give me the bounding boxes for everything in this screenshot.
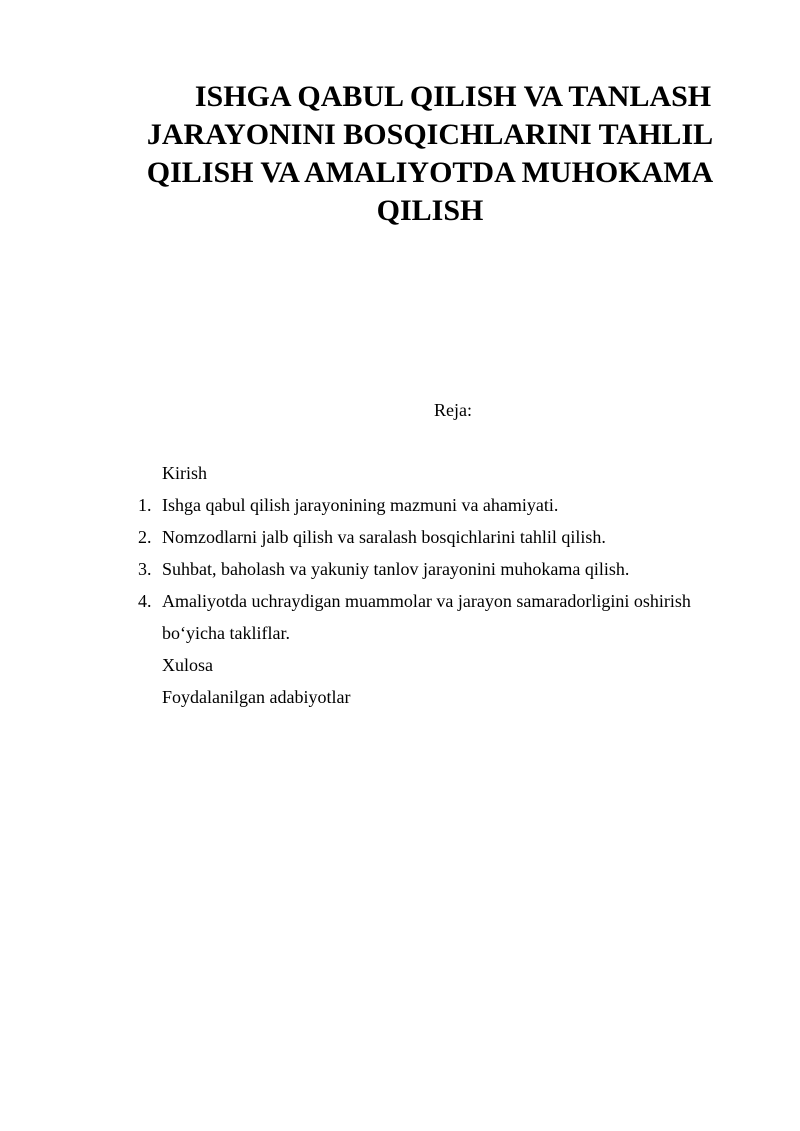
toc-item-2 [0,525,800,557]
toc-item-1 [0,493,800,525]
toc-item-text: Amaliyotda uchraydigan muammolar va jarayon samaradorligini oshirish [162,591,691,611]
toc-item-number: 2. [138,527,152,547]
toc-references [0,685,800,717]
toc-item-4-continuation [0,621,800,653]
toc-item-text: Ishga qabul qilish jarayonining mazmuni va ahamiyati. [162,495,559,515]
document-title: ISHGA QABUL QILISH VA TANLASH JARAYONINI BOSQICHLARINI TAHLIL QILISH VA AMALIYOTDA MUHOKAMA QILISH [146,80,714,227]
toc-conclusion [0,653,800,685]
toc-item-number: 1. [138,495,152,515]
toc-references-label: Foydalanilgan adabiyotlar [162,687,351,707]
toc-item-continuation-text: bo‘yicha takliflar. [162,623,290,643]
toc-conclusion-label: Xulosa [162,655,213,675]
toc-intro [0,461,800,493]
plan-heading: Reja: [434,400,472,420]
toc-item-text: Suhbat, baholash va yakuniy tanlov jarayonini muhokama qilish. [162,559,630,579]
toc-item-text: Nomzodlarni jalb qilish va saralash bosqichlarini tahlil qilish. [162,527,606,547]
toc-item-number: 4. [138,591,152,611]
toc-item-3 [0,557,800,589]
toc-item-number: 3. [138,559,152,579]
toc-item-4 [0,589,800,621]
toc-intro-label: Kirish [162,463,207,483]
